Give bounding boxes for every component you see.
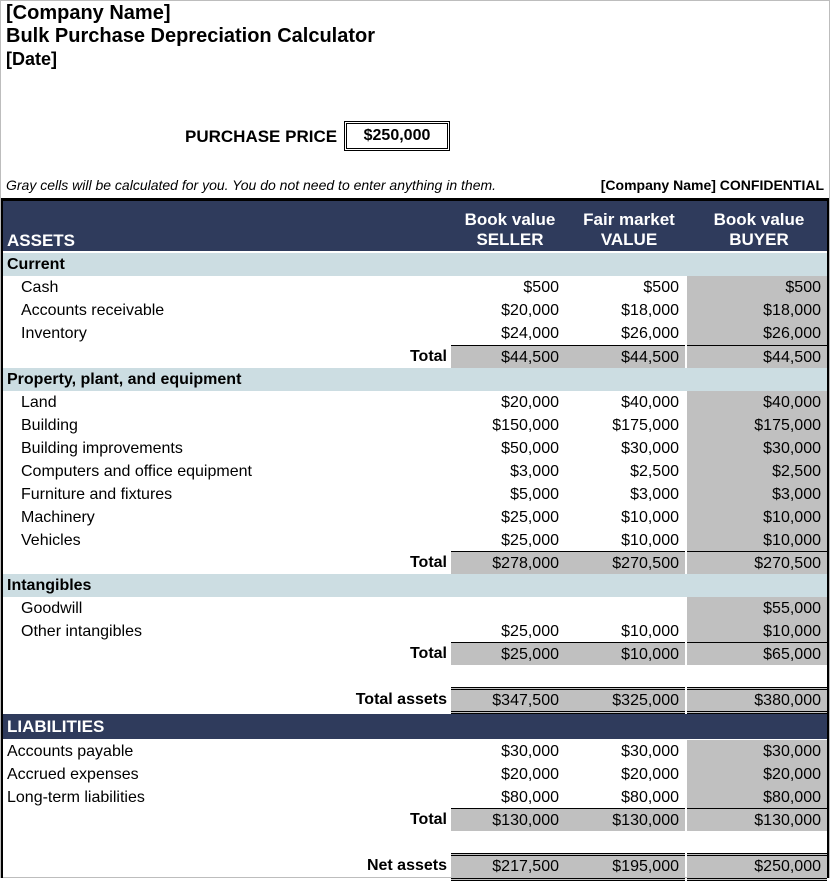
row-label: Accounts payable [7, 743, 134, 760]
assets-header: ASSETS [7, 231, 76, 250]
buyer-value: $10,000 [687, 529, 827, 552]
fmv-value[interactable]: $500 [643, 279, 679, 296]
table-row [3, 322, 827, 345]
fmv-total: $270,500 [565, 551, 685, 574]
seller-total: $130,000 [451, 808, 565, 831]
total-row-current [3, 345, 827, 368]
fmv-value[interactable]: $18,000 [621, 302, 679, 319]
fmv-value[interactable]: $3,000 [630, 486, 679, 503]
row-label: Long-term liabilities [7, 789, 145, 806]
total-label: Total [409, 645, 447, 662]
fmv-column-header [569, 210, 689, 250]
seller-value[interactable]: $25,000 [501, 623, 559, 640]
seller-value[interactable]: $25,000 [501, 532, 559, 549]
fmv-value[interactable]: $30,000 [621, 440, 679, 457]
total-row-liabilities [3, 808, 827, 831]
seller-header-line1: Book value [464, 210, 556, 229]
fmv-value[interactable]: $10,000 [621, 509, 679, 526]
net-assets-label: Net assets [366, 857, 447, 874]
fmv-total: $130,000 [565, 808, 685, 831]
row-label: Computers and office equipment [21, 463, 252, 480]
seller-value[interactable]: $3,000 [510, 463, 559, 480]
total-assets-row [3, 687, 827, 714]
seller-value[interactable]: $80,000 [501, 789, 559, 806]
buyer-header-line1: Book value [713, 210, 805, 229]
table-row [3, 460, 827, 483]
seller-value[interactable]: $150,000 [492, 417, 559, 434]
seller-total-assets: $347,500 [451, 687, 565, 714]
table-row [3, 597, 827, 620]
net-assets-row [3, 853, 827, 881]
row-label: Other intangibles [21, 623, 142, 640]
row-label: Inventory [21, 325, 87, 342]
section-ppe [3, 368, 827, 391]
fmv-total: $10,000 [565, 642, 685, 665]
buyer-total: $65,000 [687, 642, 827, 665]
section-current [3, 253, 827, 276]
buyer-value: $55,000 [687, 597, 827, 620]
total-label: Total [409, 554, 447, 571]
table-row [3, 437, 827, 460]
section-label: Intangibles [7, 577, 92, 594]
buyer-value: $26,000 [687, 322, 827, 345]
row-label: Building [21, 417, 78, 434]
total-row-intangibles [3, 642, 827, 665]
seller-value[interactable]: $20,000 [501, 394, 559, 411]
total-row-ppe [3, 551, 827, 574]
seller-total: $44,500 [451, 345, 565, 368]
row-label: Building improvements [21, 440, 183, 457]
fmv-net-assets: $195,000 [565, 853, 685, 881]
seller-net-assets: $217,500 [451, 853, 565, 881]
buyer-value: $30,000 [687, 437, 827, 460]
seller-header-line2: SELLER [476, 230, 544, 249]
seller-value[interactable]: $500 [523, 279, 559, 296]
fmv-value[interactable]: $20,000 [621, 766, 679, 783]
fmv-value[interactable]: $26,000 [621, 325, 679, 342]
table-row [3, 529, 827, 552]
table-row [3, 763, 827, 786]
section-intangibles [3, 574, 827, 597]
section-liabilities [3, 714, 827, 739]
seller-value[interactable]: $25,000 [501, 509, 559, 526]
purchase-price-label: PURCHASE PRICE [185, 127, 338, 146]
table-row [3, 483, 827, 506]
row-label: Land [21, 394, 57, 411]
seller-total: $278,000 [451, 551, 565, 574]
company-name[interactable]: [Company Name] [6, 2, 171, 24]
buyer-total: $44,500 [687, 345, 827, 368]
purchase-price-input[interactable]: $250,000 [344, 121, 450, 151]
buyer-value: $18,000 [687, 299, 827, 322]
fmv-total-assets: $325,000 [565, 687, 685, 714]
buyer-column-header [689, 210, 829, 250]
page-title: Bulk Purchase Depreciation Calculator [6, 25, 376, 47]
fmv-value[interactable]: $80,000 [621, 789, 679, 806]
table-row [3, 414, 827, 437]
buyer-value: $3,000 [687, 483, 827, 506]
row-label: Vehicles [21, 532, 81, 549]
buyer-total: $270,500 [687, 551, 827, 574]
fmv-total: $44,500 [565, 345, 685, 368]
buyer-value: $500 [687, 276, 827, 299]
seller-value[interactable]: $24,000 [501, 325, 559, 342]
table-row [3, 506, 827, 529]
seller-value[interactable]: $5,000 [510, 486, 559, 503]
buyer-value: $80,000 [687, 786, 827, 809]
seller-total: $25,000 [451, 642, 565, 665]
row-label: Accounts receivable [21, 302, 165, 319]
seller-value[interactable]: $20,000 [501, 766, 559, 783]
buyer-value: $175,000 [687, 414, 827, 437]
seller-value[interactable]: $50,000 [501, 440, 559, 457]
fmv-value[interactable] [565, 597, 685, 620]
fmv-value[interactable]: $30,000 [621, 743, 679, 760]
row-label: Furniture and fixtures [21, 486, 173, 503]
section-label: Current [7, 256, 65, 273]
row-label: Accrued expenses [7, 766, 139, 783]
fmv-value[interactable]: $2,500 [630, 463, 679, 480]
seller-value[interactable]: $30,000 [501, 743, 559, 760]
fmv-value[interactable]: $10,000 [621, 623, 679, 640]
buyer-total-assets: $380,000 [687, 687, 827, 714]
fmv-value[interactable]: $40,000 [621, 394, 679, 411]
date-field[interactable]: [Date] [6, 49, 58, 69]
row-label: Cash [21, 279, 59, 296]
table-row [3, 276, 827, 299]
table-row [3, 740, 827, 763]
table-row [3, 299, 827, 322]
fmv-value[interactable]: $175,000 [612, 417, 679, 434]
buyer-value: $40,000 [687, 391, 827, 414]
fmv-value[interactable]: $10,000 [621, 532, 679, 549]
table-row [3, 620, 827, 643]
seller-column-header [451, 210, 569, 250]
total-assets-label: Total assets [355, 691, 447, 708]
column-header-row [3, 201, 827, 251]
seller-value[interactable] [451, 597, 565, 620]
fmv-header-line2: VALUE [600, 230, 658, 249]
depreciation-sheet [1, 198, 829, 878]
fmv-header-line1: Fair market [583, 210, 675, 229]
total-label: Total [409, 348, 447, 365]
row-label: Goodwill [21, 600, 83, 617]
total-label: Total [409, 811, 447, 828]
section-label: Property, plant, and equipment [7, 371, 242, 388]
buyer-value: $2,500 [687, 460, 827, 483]
instructions-note: Gray cells will be calculated for you. You do not need to enter anything in them. [6, 177, 497, 193]
table-row [3, 391, 827, 414]
buyer-value: $10,000 [687, 506, 827, 529]
buyer-value: $10,000 [687, 620, 827, 643]
buyer-header-line2: BUYER [729, 230, 789, 249]
table-row [3, 786, 827, 809]
buyer-value: $30,000 [687, 740, 827, 763]
buyer-total: $130,000 [687, 808, 827, 831]
section-label: LIABILITIES [7, 717, 105, 736]
confidential-label: [Company Name] CONFIDENTIAL [600, 177, 824, 193]
seller-value[interactable]: $20,000 [501, 302, 559, 319]
buyer-net-assets: $250,000 [687, 853, 827, 881]
buyer-value: $20,000 [687, 763, 827, 786]
row-label: Machinery [21, 509, 95, 526]
